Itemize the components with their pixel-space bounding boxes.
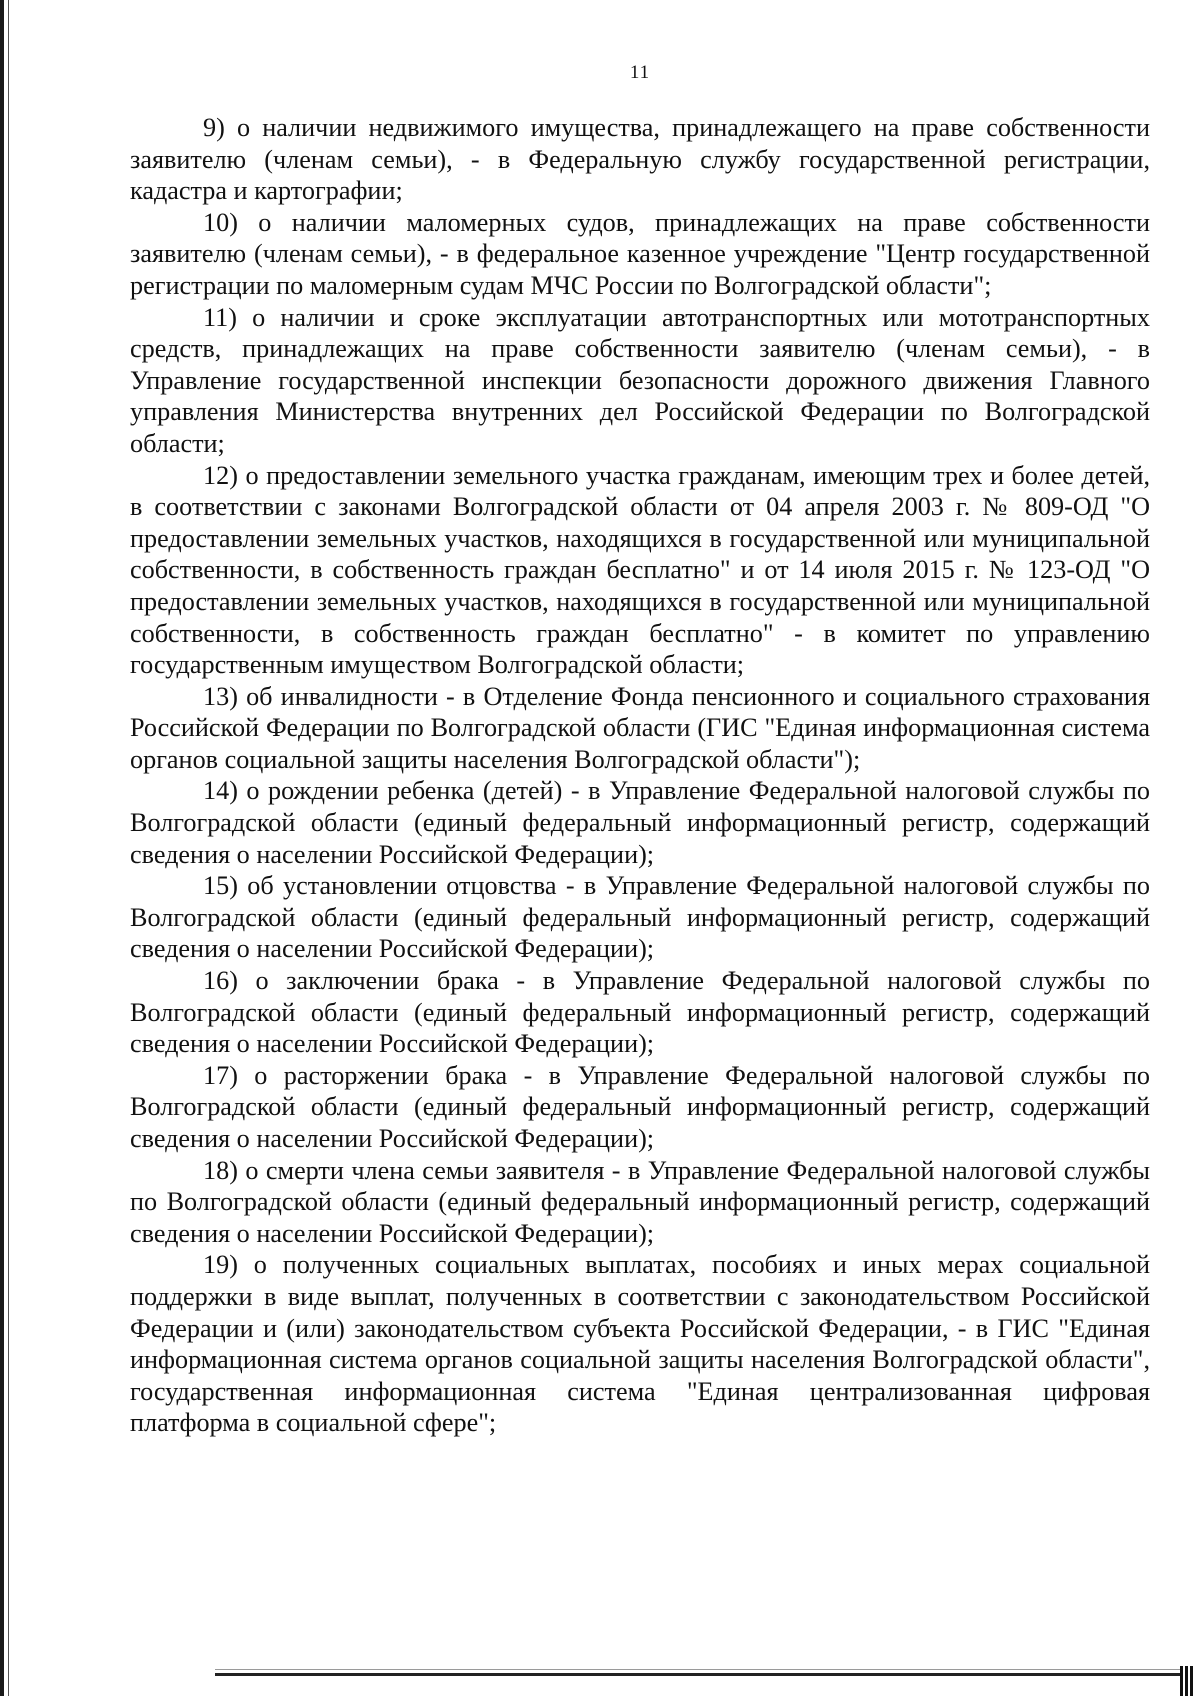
scan-edge-marks	[1180, 1666, 1194, 1696]
document-body	[130, 112, 1150, 1439]
paragraph-item-14: 14) о рождении ребенка (детей) - в Управление Федеральной налоговой службы по Волгоградской области (единый федеральный информационный регистр, содержащий сведения о населении Российской Федерации);	[130, 776, 1150, 869]
paragraph-item-13: 13) об инвалидности - в Отделение Фонда пенсионного и социального страхования Российской Федерации по Волгоградской области (ГИС "Единая информационная система органов социальной защиты населения Волгоградской области");	[130, 681, 1150, 774]
paragraph-item-15: 15) об установлении отцовства - в Управление Федеральной налоговой службы по Волгоградской области (единый федеральный информационный регистр, содержащий сведения о населении Российской Федерации);	[130, 871, 1150, 964]
paragraph-item-10: 10) о наличии маломерных судов, принадлежащих на праве собственности заявителю (членам семьи), - в федеральное казенное учреждение "Центр государственной регистрации по маломерным судам МЧС России по Волгоградской области";	[130, 207, 1150, 300]
scan-left-edge-line	[8, 0, 9, 1696]
scan-bottom-line-faint	[215, 1669, 1180, 1670]
paragraph-item-9: 9) о наличии недвижимого имущества, принадлежащего на праве собственности заявителю (членам семьи), - в Федеральную службу государственной регистрации, кадастра и картографии;	[130, 113, 1150, 206]
paragraph-item-19: 19) о полученных социальных выплатах, пособиях и иных мерах социальной поддержки в виде выплат, полученных в соответствии с законодательством Российской Федерации и (или) законодательством субъекта Российской Федерации, - в ГИС "Единая информационная система органов социальной защиты населения Волгоградской области", государственная информационная система "Единая централизованная цифровая платформа в социальной сфере";	[130, 1250, 1150, 1438]
paragraph-item-17: 17) о расторжении брака - в Управление Федеральной налоговой службы по Волгоградской области (единый федеральный информационный регистр, содержащий сведения о населении Российской Федерации);	[130, 1060, 1150, 1153]
paragraph-item-16: 16) о заключении брака - в Управление Федеральной налоговой службы по Волгоградской области (единый федеральный информационный регистр, содержащий сведения о населении Российской Федерации);	[130, 966, 1150, 1059]
paragraph-item-12: 12) о предоставлении земельного участка гражданам, имеющим трех и более детей, в соответствии с законами Волгоградской области от 04 апреля 2003 г. № 809-ОД "О предоставлении земельных участков, находящихся в государственной или муниципальной собственности, в собственность граждан бесплатно" и от 14 июля 2015 г. № 123-ОД "О предоставлении земельных участков, находящихся в государственной или муниципальной собственности, в собственность граждан бесплатно" - в комитет по управлению государственным имуществом Волгоградской области;	[130, 460, 1150, 680]
paragraph-item-18: 18) о смерти члена семьи заявителя - в Управление Федеральной налоговой службы по Волгоградской области (единый федеральный информационный регистр, содержащий сведения о населении Российской Федерации);	[130, 1155, 1150, 1248]
scan-left-edge	[0, 0, 4, 1696]
scan-bottom-line	[215, 1673, 1180, 1676]
page-number: 11	[629, 62, 651, 83]
paragraph-item-11: 11) о наличии и сроке эксплуатации автотранспортных или мототранспортных средств, принадлежащих на праве собственности заявителю (членам семьи), - в Управление государственной инспекции безопасности дорожного движения Главного управления Министерства внутренних дел Российской Федерации по Волгоградской области;	[130, 302, 1150, 458]
